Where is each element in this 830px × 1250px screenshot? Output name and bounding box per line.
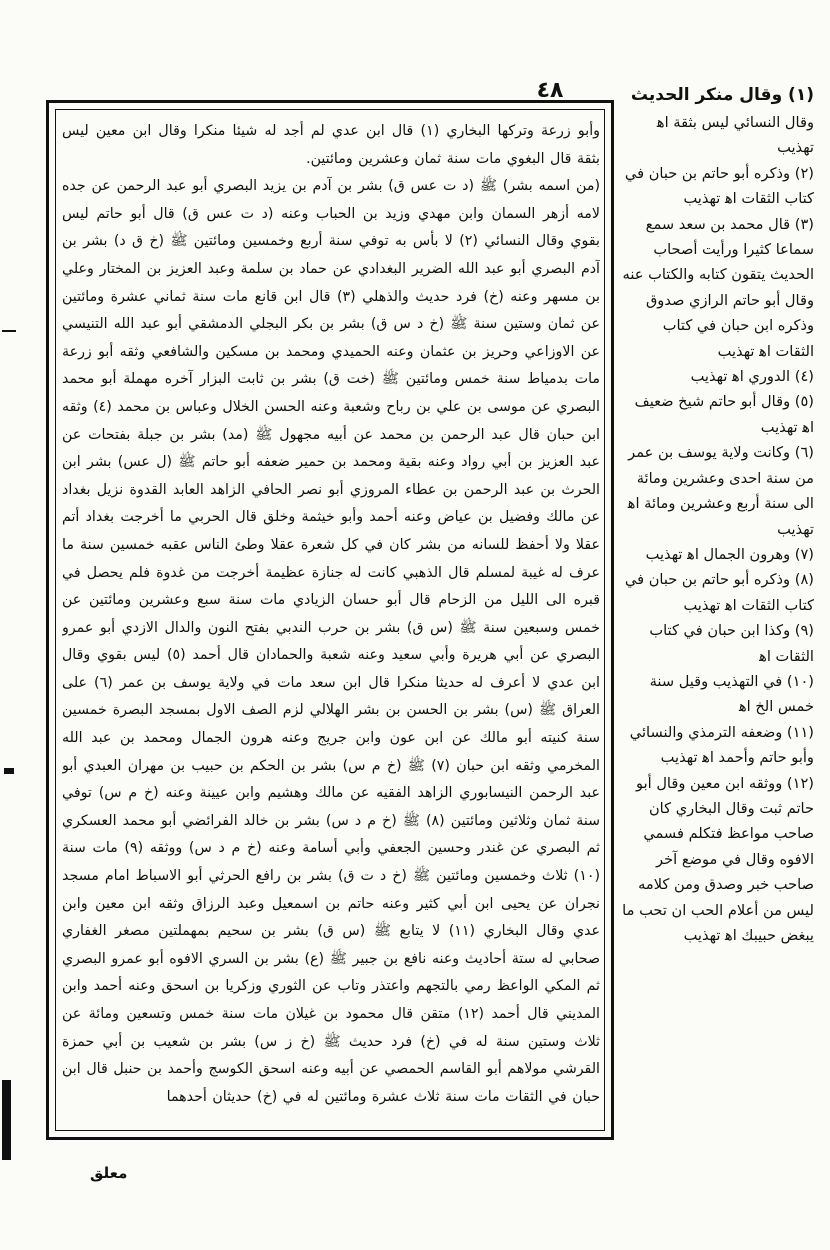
- scan-mark: [2, 1080, 11, 1160]
- margin-note: (١٢) ووثقه ابن معين وقال أبو حاتم ثبت وقال البخاري كان صاحب مواعظ فتكلم فسمي الافوه وقال في موضع آخر صاحب خبر وصدق ومن كلامه ليس من أعلام الحب ان تحب ما يبغض حبيبك اﻫ تهذيب: [622, 774, 814, 944]
- scan-mark: [2, 330, 16, 332]
- margin-note: (١١) وضعفه الترمذي والنسائي وأبو حاتم وأحمد اﻫ تهذيب: [629, 723, 814, 767]
- margin-notes: [622, 80, 814, 1190]
- page-number: ٤٨: [536, 78, 564, 103]
- margin-note: (١٠) في التهذيب وقيل سنة خمس الخ اﻫ: [649, 672, 814, 716]
- catchword: معلق: [90, 1164, 128, 1182]
- scan-mark: [4, 768, 14, 774]
- margin-note: (٦) وكانت ولاية يوسف بن عمر من سنة احدى وعشرين ومائة الى سنة أربع وعشرين ومائة اﻫ تهذيب: [627, 444, 814, 538]
- margin-note: (٧) وهرون الجمال اﻫ تهذيب: [645, 545, 814, 563]
- main-text-block: [62, 118, 600, 1128]
- margin-note: (٤) الدوري اﻫ تهذيب: [690, 368, 814, 386]
- margin-note: (٩) وكذا ابن حبان في كتاب الثقات اﻫ: [649, 622, 814, 665]
- margin-note: (٥) وقال أبو حاتم شيخ ضعيف اﻫ تهذيب: [634, 393, 814, 436]
- margin-note: (٣) قال محمد بن سعد سمع سماعا كثيرا ورأيت أصحاب الحديث يتقون كتابه والكتاب عنه وقال أبو حاتم الرازي صدوق وذكره ابن حبان في كتاب الثقات اﻫ تهذيب: [622, 215, 814, 360]
- margin-notes-title: (١) وقال منكر الحديث: [630, 85, 814, 105]
- margin-note: وقال النسائي ليس بثقة اﻫ تهذيب: [656, 114, 814, 157]
- main-paragraph-1: وأبو زرعة وتركها البخاري (١) قال ابن عدي لم أجد له شيئا منكرا وقال ابن معين ليس بثقة قال البغوي مات سنة ثمان وعشرين ومائتين.: [62, 123, 600, 167]
- main-paragraph-2: (من اسمه بشر) ﷺ (د ت عس ق) بشر بن آدم بن يزيد البصري أبو عبد الرحمن عن جده لامه أزهر السمان وابن مهدي وزيد بن الحباب وعنه (د ت عس ق) قال أبو حاتم ليس بقوي وقال النسائي (٢) لا بأس به توفي سنة أربع وخمسين ومائتين ﷺ (خ ق د) بشر بن آدم البصري أبو عبد الله الضرير البغدادي عن حماد بن سلمة وعبد العزيز بن المختار وعلي بن مسهر وعنه (خ) فرد حديث والذهلي (٣) قال ابن قانع مات سنة ثماني عشرة ومائتين عن ثمان وستين سنة ﷺ (خ د س ق) بشر بن بكر البجلي الدمشقي أبو عبد الله التنيسي عن الاوزاعي وحريز بن عثمان وعنه الحميدي ومحمد بن مسكين والشافعي وثقه أبو زرعة مات بدمياط سنة خمس ومائتين ﷺ (خت ق) بشر بن ثابت البزار آخره مهملة أبو محمد البصري عن موسى بن علي بن رباح وشعبة وعنه الحسن الخلال وعباس بن محمد (٤) وثقه ابن حبان قال عبد الرحمن بن محمد عن أبيه مجهول ﷺ (مد) بشر بن جبلة بفتحات عن عبد العزيز بن أبي رواد وعنه بقية ومحمد بن حمير ضعفه أبو حاتم ﷺ (ل عس) بشر ابن الحرث بن عبد الرحمن بن عطاء المروزي أبو نصر الحافي الزاهد العابد القدوة نزيل بغداد عن مالك وفضيل بن عياض وعنه أحمد وأبو خيثمة وخلق قال الحربي ما أخرجت بغداد أتم عقلا ولا أحفظ للسانه من بشر كان في كل شعرة عقلا وطئ الناس عقبه خمسين سنة ما عرف له غيبة لمسلم قال الذهبي كانت له جنازة عظيمة أخرجت من غدوة فلم يحصل في قبره الى الليل من الزحام قال أبو حسان الزيادي مات سنة سبع وعشرين ومائتين عن خمس وسبعين سنة ﷺ (س ق) بشر بن حرب الندبي بفتح النون والدال الازدي أبو عمرو البصري عن أبي هريرة وأبي سعيد وعنه شعبة والحمادان قال أحمد (٥) ليس بقوي وقال ابن عدي لا أعرف له حديثا منكرا قال ابن سعد مات في ولاية يوسف بن عمر (٦) على العراق ﷺ (س) بشر بن الحسن بن بشر الهلالي لزم الصف الاول بمسجد البصرة خمسين سنة كنيته أبو مالك عن ابن عون وابن جريج وعنه هرون الجمال ومحمد بن عبد الله المخرمي وثقه ابن حبان (٧) ﷺ (خ م س) بشر بن الحكم بن حبيب بن مهران العبدي أبو عبد الرحمن النيسابوري الزاهد الفقيه عن مالك وهشيم وابن عيينة وعنه (خ م س) توفي سنة ثمان وثلاثين ومائتين (٨) ﷺ (خ م د س) بشر بن خالد الفرائضي أبو محمد العسكري ثم البصري عن غندر وحسين الجعفي وأبي أسامة وعنه (خ م د س) ووثقه (٩) مات سنة (١٠) ثلاث وخمسين ومائتين ﷺ (خ د ت ق) بشر بن رافع الحرثي أبو الاسباط امام مسجد نجران عن يحيى ابن أبي كثير وعنه حاتم بن اسمعيل وعبد الرزاق وثقه ابن معين وابن عدي وقال البخاري (١١) لا يتابع ﷺ (س ق) بشر بن سحيم بمهملتين مصغر الغفاري صحابي له ستة أحاديث وعنه نافع بن جبير ﷺ (ع) بشر بن السري الافوه أبو عمرو البصري ثم المكي الواعظ رمي بالتجهم واعتذر وتاب عن الثوري وزكريا بن اسحق وعنه أحمد وابن المديني قال أحمد (١٢) متقن قال محمود بن غيلان مات سنة خمس وتسعين ومائة عن ثلاث وستين سنة له في (خ) فرد حديث ﷺ (خ ز س) بشر بن شعيب بن أبي حمزة القرشي مولاهم أبو القاسم الحمصي عن أبيه وعنه اسحق الكوسج وأحمد بن حنبل قال ابن حبان في الثقات مات سنة ثلاث عشرة ومائتين له في (خ) حديثان أحدهما: [62, 178, 600, 1105]
- margin-note: (٢) وذكره أبو حاتم بن حبان في كتاب الثقات اﻫ تهذيب: [624, 164, 814, 208]
- margin-note: (٨) وذكره أبو حاتم بن حبان في كتاب الثقات اﻫ تهذيب: [624, 571, 814, 614]
